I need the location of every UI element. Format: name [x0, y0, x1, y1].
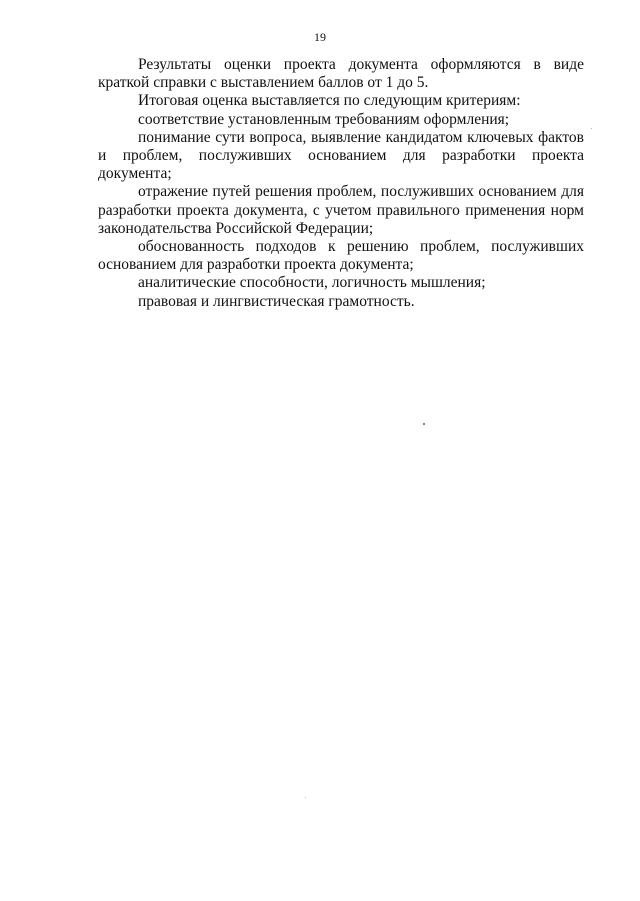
scan-speck — [591, 128, 592, 129]
scan-speck — [305, 797, 306, 798]
criterion-analytical: аналитические способности, логичность мышления; — [138, 274, 486, 292]
criterion-literacy: правовая и лингвистическая грамотность. — [138, 292, 415, 310]
paragraph-criteria-intro: Итоговая оценка выставляется по следующим критериям: — [138, 92, 521, 110]
paragraph-assessment-format: Результаты оценки проекта документа оформляются в виде краткой справки с выставлением баллов от 1 до 5. — [98, 56, 584, 92]
page-number: 19 — [314, 30, 326, 44]
criterion-solutions: отражение путей решения проблем, послуживших основанием для разработки проекта документа, с учетом правильного применения норм законодательства Российской Федерации; — [98, 183, 584, 237]
criterion-understanding: понимание сути вопроса, выявление кандидатом ключевых фактов и проблем, послуживших основанием для разработки проекта документа; — [98, 128, 584, 183]
document-body — [98, 56, 584, 311]
criterion-justification: обоснованность подходов к решению проблем, послуживших основанием для разработки проекта документа; — [98, 238, 584, 274]
scan-speck — [423, 423, 425, 425]
criterion-formatting: соответствие установленным требованиям оформления; — [138, 110, 510, 128]
